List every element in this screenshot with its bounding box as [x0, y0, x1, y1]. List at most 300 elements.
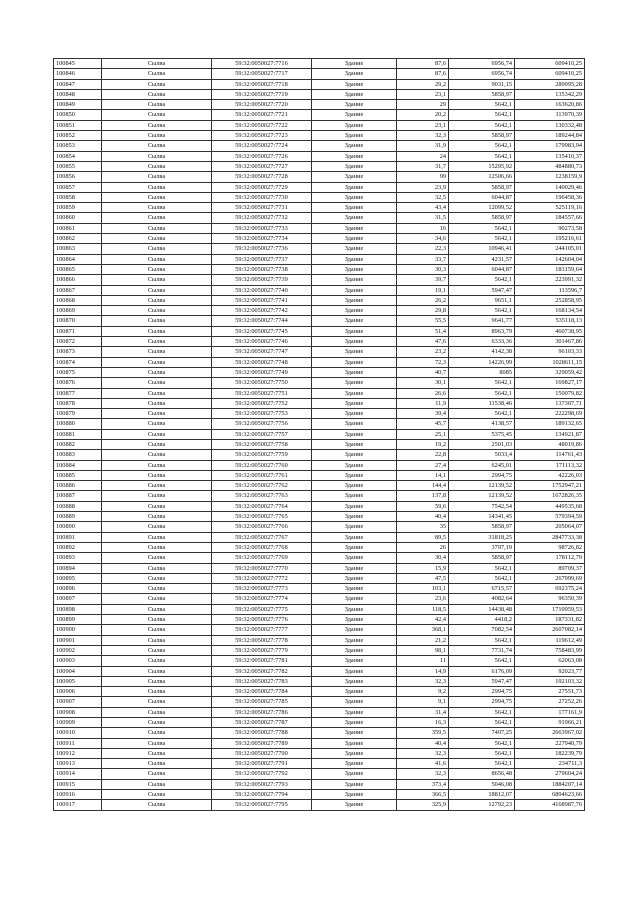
table-row	[54, 254, 585, 264]
cadastral-value-cell: 449535,68	[515, 501, 585, 511]
settlement-cell: Сылва	[102, 316, 212, 326]
cadastral-value-cell: 758483,99	[515, 645, 585, 655]
cadastral-value-cell: 91966,21	[515, 718, 585, 728]
specific-value-cell: 5642,1	[449, 378, 515, 388]
cadastral-value-cell: 196458,36	[515, 192, 585, 202]
specific-value-cell: 5642,1	[449, 409, 515, 419]
row-number-cell: 100883	[54, 450, 102, 460]
object-type-cell: Здание	[312, 172, 397, 182]
settlement-cell: Сылва	[102, 213, 212, 223]
object-type-cell: Здание	[312, 409, 397, 419]
row-number-cell: 100888	[54, 501, 102, 511]
area-cell: 26	[397, 542, 449, 552]
cadastral-number-cell: 59:32:0050027:7740	[212, 285, 312, 295]
specific-value-cell: 7731,74	[449, 645, 515, 655]
row-number-cell: 100865	[54, 264, 102, 274]
row-number-cell: 100859	[54, 203, 102, 213]
cadastral-number-cell: 59:32:0050027:7785	[212, 697, 312, 707]
settlement-cell: Сылва	[102, 450, 212, 460]
table-row	[54, 151, 585, 161]
object-type-cell: Здание	[312, 295, 397, 305]
cadastral-value-cell: 183159,64	[515, 264, 585, 274]
settlement-cell: Сылва	[102, 615, 212, 625]
object-type-cell: Здание	[312, 481, 397, 491]
area-cell: 87,6	[397, 59, 449, 69]
row-number-cell: 100884	[54, 460, 102, 470]
row-number-cell: 100917	[54, 800, 102, 810]
specific-value-cell: 5642,1	[449, 738, 515, 748]
row-number-cell: 100869	[54, 306, 102, 316]
area-cell: 59,6	[397, 501, 449, 511]
object-type-cell: Здание	[312, 367, 397, 377]
table-row	[54, 779, 585, 789]
settlement-cell: Сылва	[102, 100, 212, 110]
cadastral-number-cell: 59:32:0050027:7790	[212, 748, 312, 758]
area-cell: 40,4	[397, 512, 449, 522]
table-row	[54, 656, 585, 666]
row-number-cell: 100876	[54, 378, 102, 388]
table-row	[54, 295, 585, 305]
table-row	[54, 522, 585, 532]
cadastral-number-cell: 59:32:0050027:7750	[212, 378, 312, 388]
cadastral-value-cell: 4168987,76	[515, 800, 585, 810]
cadastral-number-cell: 59:32:0050027:7745	[212, 326, 312, 336]
specific-value-cell: 10946,41	[449, 244, 515, 254]
cadastral-number-cell: 59:32:0050027:7793	[212, 779, 312, 789]
cadastral-value-cell: 62063,08	[515, 656, 585, 666]
row-number-cell: 100850	[54, 110, 102, 120]
object-type-cell: Здание	[312, 100, 397, 110]
table-row	[54, 264, 585, 274]
area-cell: 47,6	[397, 337, 449, 347]
cadastral-number-cell: 59:32:0050027:7791	[212, 759, 312, 769]
row-number-cell: 100864	[54, 254, 102, 264]
object-type-cell: Здание	[312, 89, 397, 99]
table-row	[54, 398, 585, 408]
specific-value-cell: 14226,99	[449, 357, 515, 367]
cadastral-number-cell: 59:32:0050027:7752	[212, 398, 312, 408]
specific-value-cell: 2994,75	[449, 687, 515, 697]
row-number-cell: 100870	[54, 316, 102, 326]
cadastral-value-cell: 96350,39	[515, 594, 585, 604]
object-type-cell: Здание	[312, 419, 397, 429]
area-cell: 31,4	[397, 707, 449, 717]
cadastral-number-cell: 59:32:0050027:7787	[212, 718, 312, 728]
specific-value-cell: 5642,1	[449, 234, 515, 244]
row-number-cell: 100914	[54, 769, 102, 779]
object-type-cell: Здание	[312, 759, 397, 769]
object-type-cell: Здание	[312, 512, 397, 522]
object-type-cell: Здание	[312, 79, 397, 89]
specific-value-cell: 6956,74	[449, 69, 515, 79]
cadastral-value-cell: 6894623,66	[515, 790, 585, 800]
specific-value-cell: 8963,79	[449, 326, 515, 336]
table-row	[54, 100, 585, 110]
table-row	[54, 120, 585, 130]
object-type-cell: Здание	[312, 306, 397, 316]
row-number-cell: 100911	[54, 738, 102, 748]
object-type-cell: Здание	[312, 779, 397, 789]
row-number-cell: 100851	[54, 120, 102, 130]
table-row	[54, 470, 585, 480]
specific-value-cell: 4138,57	[449, 419, 515, 429]
cadastral-value-cell: 1710959,53	[515, 604, 585, 614]
settlement-cell: Сылва	[102, 542, 212, 552]
table-row	[54, 326, 585, 336]
cadastral-number-cell: 59:32:0050027:7728	[212, 172, 312, 182]
specific-value-cell: 5858,97	[449, 553, 515, 563]
settlement-cell: Сылва	[102, 306, 212, 316]
object-type-cell: Здание	[312, 234, 397, 244]
area-cell: 23,2	[397, 347, 449, 357]
specific-value-cell: 7082,54	[449, 625, 515, 635]
table-row	[54, 481, 585, 491]
object-type-cell: Здание	[312, 645, 397, 655]
row-number-cell: 100882	[54, 439, 102, 449]
specific-value-cell: 5642,1	[449, 306, 515, 316]
specific-value-cell: 5642,1	[449, 110, 515, 120]
area-cell: 31,5	[397, 213, 449, 223]
object-type-cell: Здание	[312, 501, 397, 511]
cadastral-number-cell: 59:32:0050027:7749	[212, 367, 312, 377]
table-row	[54, 450, 585, 460]
table-row	[54, 460, 585, 470]
row-number-cell: 100881	[54, 429, 102, 439]
area-cell: 98,1	[397, 645, 449, 655]
settlement-cell: Сылва	[102, 223, 212, 233]
settlement-cell: Сылва	[102, 481, 212, 491]
row-number-cell: 100855	[54, 161, 102, 171]
cadastral-number-cell: 59:32:0050027:7732	[212, 213, 312, 223]
object-type-cell: Здание	[312, 378, 397, 388]
cadastral-value-cell: 179983,94	[515, 141, 585, 151]
table-row	[54, 182, 585, 192]
settlement-cell: Сылва	[102, 409, 212, 419]
cadastral-value-cell: 134921,87	[515, 429, 585, 439]
object-type-cell: Здание	[312, 203, 397, 213]
area-cell: 366,5	[397, 790, 449, 800]
table-row	[54, 615, 585, 625]
object-type-cell: Здание	[312, 151, 397, 161]
specific-value-cell: 12792,23	[449, 800, 515, 810]
cadastral-number-cell: 59:32:0050027:7765	[212, 512, 312, 522]
table-row	[54, 800, 585, 810]
cadastral-number-cell: 59:32:0050027:7781	[212, 656, 312, 666]
specific-value-cell: 14341,45	[449, 512, 515, 522]
cadastral-number-cell: 59:32:0050027:7783	[212, 676, 312, 686]
specific-value-cell: 5858,97	[449, 182, 515, 192]
specific-value-cell: 5642,1	[449, 141, 515, 151]
cadastral-value-cell: 163620,86	[515, 100, 585, 110]
table-row	[54, 573, 585, 583]
row-number-cell: 100910	[54, 728, 102, 738]
specific-value-cell: 5642,1	[449, 748, 515, 758]
cadastral-value-cell: 222298,69	[515, 409, 585, 419]
row-number-cell: 100915	[54, 779, 102, 789]
area-cell: 30,4	[397, 553, 449, 563]
row-number-cell: 100893	[54, 553, 102, 563]
cadastral-value-cell: 525119,16	[515, 203, 585, 213]
area-cell: 16,3	[397, 718, 449, 728]
object-type-cell: Здание	[312, 161, 397, 171]
area-cell: 40,7	[397, 367, 449, 377]
settlement-cell: Сылва	[102, 512, 212, 522]
area-cell: 103,1	[397, 584, 449, 594]
table-row	[54, 244, 585, 254]
object-type-cell: Здание	[312, 244, 397, 254]
settlement-cell: Сылва	[102, 192, 212, 202]
specific-value-cell: 5642,1	[449, 120, 515, 130]
area-cell: 31,7	[397, 161, 449, 171]
object-type-cell: Здание	[312, 460, 397, 470]
settlement-cell: Сылва	[102, 738, 212, 748]
settlement-cell: Сылва	[102, 532, 212, 542]
cadastral-value-cell: 195216,61	[515, 234, 585, 244]
cadastral-value-cell: 267999,69	[515, 573, 585, 583]
settlement-cell: Сылва	[102, 697, 212, 707]
row-number-cell: 100878	[54, 398, 102, 408]
area-cell: 325,9	[397, 800, 449, 810]
cadastral-value-cell: 119612,49	[515, 635, 585, 645]
settlement-cell: Сылва	[102, 800, 212, 810]
table-row	[54, 738, 585, 748]
row-number-cell: 100858	[54, 192, 102, 202]
settlement-cell: Сылва	[102, 120, 212, 130]
settlement-cell: Сылва	[102, 687, 212, 697]
specific-value-cell: 5858,97	[449, 522, 515, 532]
cadastral-number-cell: 59:32:0050027:7747	[212, 347, 312, 357]
table-row	[54, 728, 585, 738]
object-type-cell: Здание	[312, 656, 397, 666]
table-row	[54, 172, 585, 182]
object-type-cell: Здание	[312, 718, 397, 728]
area-cell: 47,5	[397, 573, 449, 583]
row-number-cell: 100849	[54, 100, 102, 110]
table-row	[54, 337, 585, 347]
cadastral-value-cell: 279604,24	[515, 769, 585, 779]
cadastral-value-cell: 2663967,02	[515, 728, 585, 738]
table-row	[54, 697, 585, 707]
cadastral-number-cell: 59:32:0050027:7763	[212, 491, 312, 501]
cadastral-number-cell: 59:32:0050027:7760	[212, 460, 312, 470]
row-number-cell: 100904	[54, 666, 102, 676]
cadastral-number-cell: 59:32:0050027:7734	[212, 234, 312, 244]
object-type-cell: Здание	[312, 141, 397, 151]
settlement-cell: Сылва	[102, 357, 212, 367]
row-number-cell: 100889	[54, 512, 102, 522]
object-type-cell: Здание	[312, 573, 397, 583]
specific-value-cell: 4231,57	[449, 254, 515, 264]
row-number-cell: 100875	[54, 367, 102, 377]
cadastral-number-cell: 59:32:0050027:7786	[212, 707, 312, 717]
table-row	[54, 213, 585, 223]
cadastral-value-cell: 252858,95	[515, 295, 585, 305]
row-number-cell: 100908	[54, 707, 102, 717]
table-row	[54, 192, 585, 202]
specific-value-cell: 6176,09	[449, 666, 515, 676]
specific-value-cell: 5642,1	[449, 563, 515, 573]
area-cell: 72,3	[397, 357, 449, 367]
table-row	[54, 563, 585, 573]
object-type-cell: Здание	[312, 532, 397, 542]
cadastral-value-cell: 535118,13	[515, 316, 585, 326]
cadastral-number-cell: 59:32:0050027:7741	[212, 295, 312, 305]
cadastral-number-cell: 59:32:0050027:7789	[212, 738, 312, 748]
settlement-cell: Сылва	[102, 367, 212, 377]
specific-value-cell: 5642,1	[449, 635, 515, 645]
cadastral-value-cell: 130332,48	[515, 120, 585, 130]
specific-value-cell: 5642,1	[449, 707, 515, 717]
area-cell: 14,9	[397, 666, 449, 676]
settlement-cell: Сылва	[102, 666, 212, 676]
row-number-cell: 100913	[54, 759, 102, 769]
specific-value-cell: 5642,1	[449, 223, 515, 233]
settlement-cell: Сылва	[102, 161, 212, 171]
cadastral-value-cell: 137307,71	[515, 398, 585, 408]
row-number-cell: 100872	[54, 337, 102, 347]
object-type-cell: Здание	[312, 285, 397, 295]
cadastral-number-cell: 59:32:0050027:7792	[212, 769, 312, 779]
object-type-cell: Здание	[312, 697, 397, 707]
cadastral-number-cell: 59:32:0050027:7782	[212, 666, 312, 676]
row-number-cell: 100909	[54, 718, 102, 728]
table-row	[54, 89, 585, 99]
settlement-cell: Сылва	[102, 234, 212, 244]
object-type-cell: Здание	[312, 790, 397, 800]
settlement-cell: Сылва	[102, 594, 212, 604]
row-number-cell: 100862	[54, 234, 102, 244]
cadastral-value-cell: 234711,3	[515, 759, 585, 769]
area-cell: 39,7	[397, 275, 449, 285]
settlement-cell: Сылва	[102, 295, 212, 305]
object-type-cell: Здание	[312, 264, 397, 274]
cadastral-number-cell: 59:32:0050027:7773	[212, 584, 312, 594]
table-row	[54, 439, 585, 449]
object-type-cell: Здание	[312, 676, 397, 686]
row-number-cell: 100854	[54, 151, 102, 161]
object-type-cell: Здание	[312, 542, 397, 552]
settlement-cell: Сылва	[102, 748, 212, 758]
cadastral-value-cell: 42226,03	[515, 470, 585, 480]
cadastral-value-cell: 98726,82	[515, 542, 585, 552]
specific-value-cell: 5642,1	[449, 759, 515, 769]
settlement-cell: Сылва	[102, 244, 212, 254]
cadastral-number-cell: 59:32:0050027:7767	[212, 532, 312, 542]
table-row	[54, 378, 585, 388]
area-cell: 359,5	[397, 728, 449, 738]
table-row	[54, 625, 585, 635]
specific-value-cell: 12139,52	[449, 491, 515, 501]
object-type-cell: Здание	[312, 450, 397, 460]
area-cell: 16	[397, 223, 449, 233]
specific-value-cell: 12139,52	[449, 481, 515, 491]
specific-value-cell: 6956,74	[449, 59, 515, 69]
object-type-cell: Здание	[312, 604, 397, 614]
row-number-cell: 100892	[54, 542, 102, 552]
cadastral-number-cell: 59:32:0050027:7764	[212, 501, 312, 511]
row-number-cell: 100907	[54, 697, 102, 707]
cadastral-value-cell: 182239,79	[515, 748, 585, 758]
row-number-cell: 100899	[54, 615, 102, 625]
cadastral-number-cell: 59:32:0050027:7731	[212, 203, 312, 213]
cadastral-value-cell: 227940,79	[515, 738, 585, 748]
object-type-cell: Здание	[312, 563, 397, 573]
settlement-cell: Сылва	[102, 182, 212, 192]
row-number-cell: 100905	[54, 676, 102, 686]
row-number-cell: 100886	[54, 481, 102, 491]
area-cell: 15,9	[397, 563, 449, 573]
row-number-cell: 100853	[54, 141, 102, 151]
settlement-cell: Сылва	[102, 563, 212, 573]
table-row	[54, 666, 585, 676]
cadastral-number-cell: 59:32:0050027:7769	[212, 553, 312, 563]
table-row	[54, 306, 585, 316]
specific-value-cell: 9651,1	[449, 295, 515, 305]
settlement-cell: Сылва	[102, 522, 212, 532]
row-number-cell: 100863	[54, 244, 102, 254]
table-row	[54, 635, 585, 645]
settlement-cell: Сылва	[102, 275, 212, 285]
settlement-cell: Сылва	[102, 790, 212, 800]
table-row	[54, 79, 585, 89]
object-type-cell: Здание	[312, 769, 397, 779]
settlement-cell: Сылва	[102, 378, 212, 388]
specific-value-cell: 7407,25	[449, 728, 515, 738]
cadastral-number-cell: 59:32:0050027:7777	[212, 625, 312, 635]
cadastral-value-cell: 135342,29	[515, 89, 585, 99]
cadastral-value-cell: 168134,54	[515, 306, 585, 316]
object-type-cell: Здание	[312, 635, 397, 645]
object-type-cell: Здание	[312, 223, 397, 233]
specific-value-cell: 5642,1	[449, 718, 515, 728]
table-row	[54, 594, 585, 604]
row-number-cell: 100861	[54, 223, 102, 233]
cadastral-number-cell: 59:32:0050027:7737	[212, 254, 312, 264]
object-type-cell: Здание	[312, 800, 397, 810]
area-cell: 21,2	[397, 635, 449, 645]
cadastral-number-cell: 59:32:0050027:7795	[212, 800, 312, 810]
row-number-cell: 100901	[54, 635, 102, 645]
table-row	[54, 234, 585, 244]
specific-value-cell: 5046,08	[449, 779, 515, 789]
object-type-cell: Здание	[312, 213, 397, 223]
area-cell: 24	[397, 151, 449, 161]
specific-value-cell: 12506,66	[449, 172, 515, 182]
cadastral-value-cell: 579394,59	[515, 512, 585, 522]
row-number-cell: 100894	[54, 563, 102, 573]
cadastral-number-cell: 59:32:0050027:7753	[212, 409, 312, 419]
specific-value-cell: 6715,57	[449, 584, 515, 594]
settlement-cell: Сылва	[102, 89, 212, 99]
table-row	[54, 285, 585, 295]
area-cell: 9,1	[397, 697, 449, 707]
cadastral-value-cell: 609410,25	[515, 59, 585, 69]
table-row	[54, 110, 585, 120]
area-cell: 23,1	[397, 120, 449, 130]
object-type-cell: Здание	[312, 594, 397, 604]
area-cell: 30,3	[397, 264, 449, 274]
settlement-cell: Сылва	[102, 553, 212, 563]
cadastral-value-cell: 289995,28	[515, 79, 585, 89]
row-number-cell: 100902	[54, 645, 102, 655]
cadastral-number-cell: 59:32:0050027:7722	[212, 120, 312, 130]
specific-value-cell: 5858,97	[449, 213, 515, 223]
cadastral-number-cell: 59:32:0050027:7770	[212, 563, 312, 573]
cadastral-number-cell: 59:32:0050027:7748	[212, 357, 312, 367]
cadastral-value-cell: 113596,7	[515, 285, 585, 295]
cadastral-number-cell: 59:32:0050027:7788	[212, 728, 312, 738]
object-type-cell: Здание	[312, 615, 397, 625]
